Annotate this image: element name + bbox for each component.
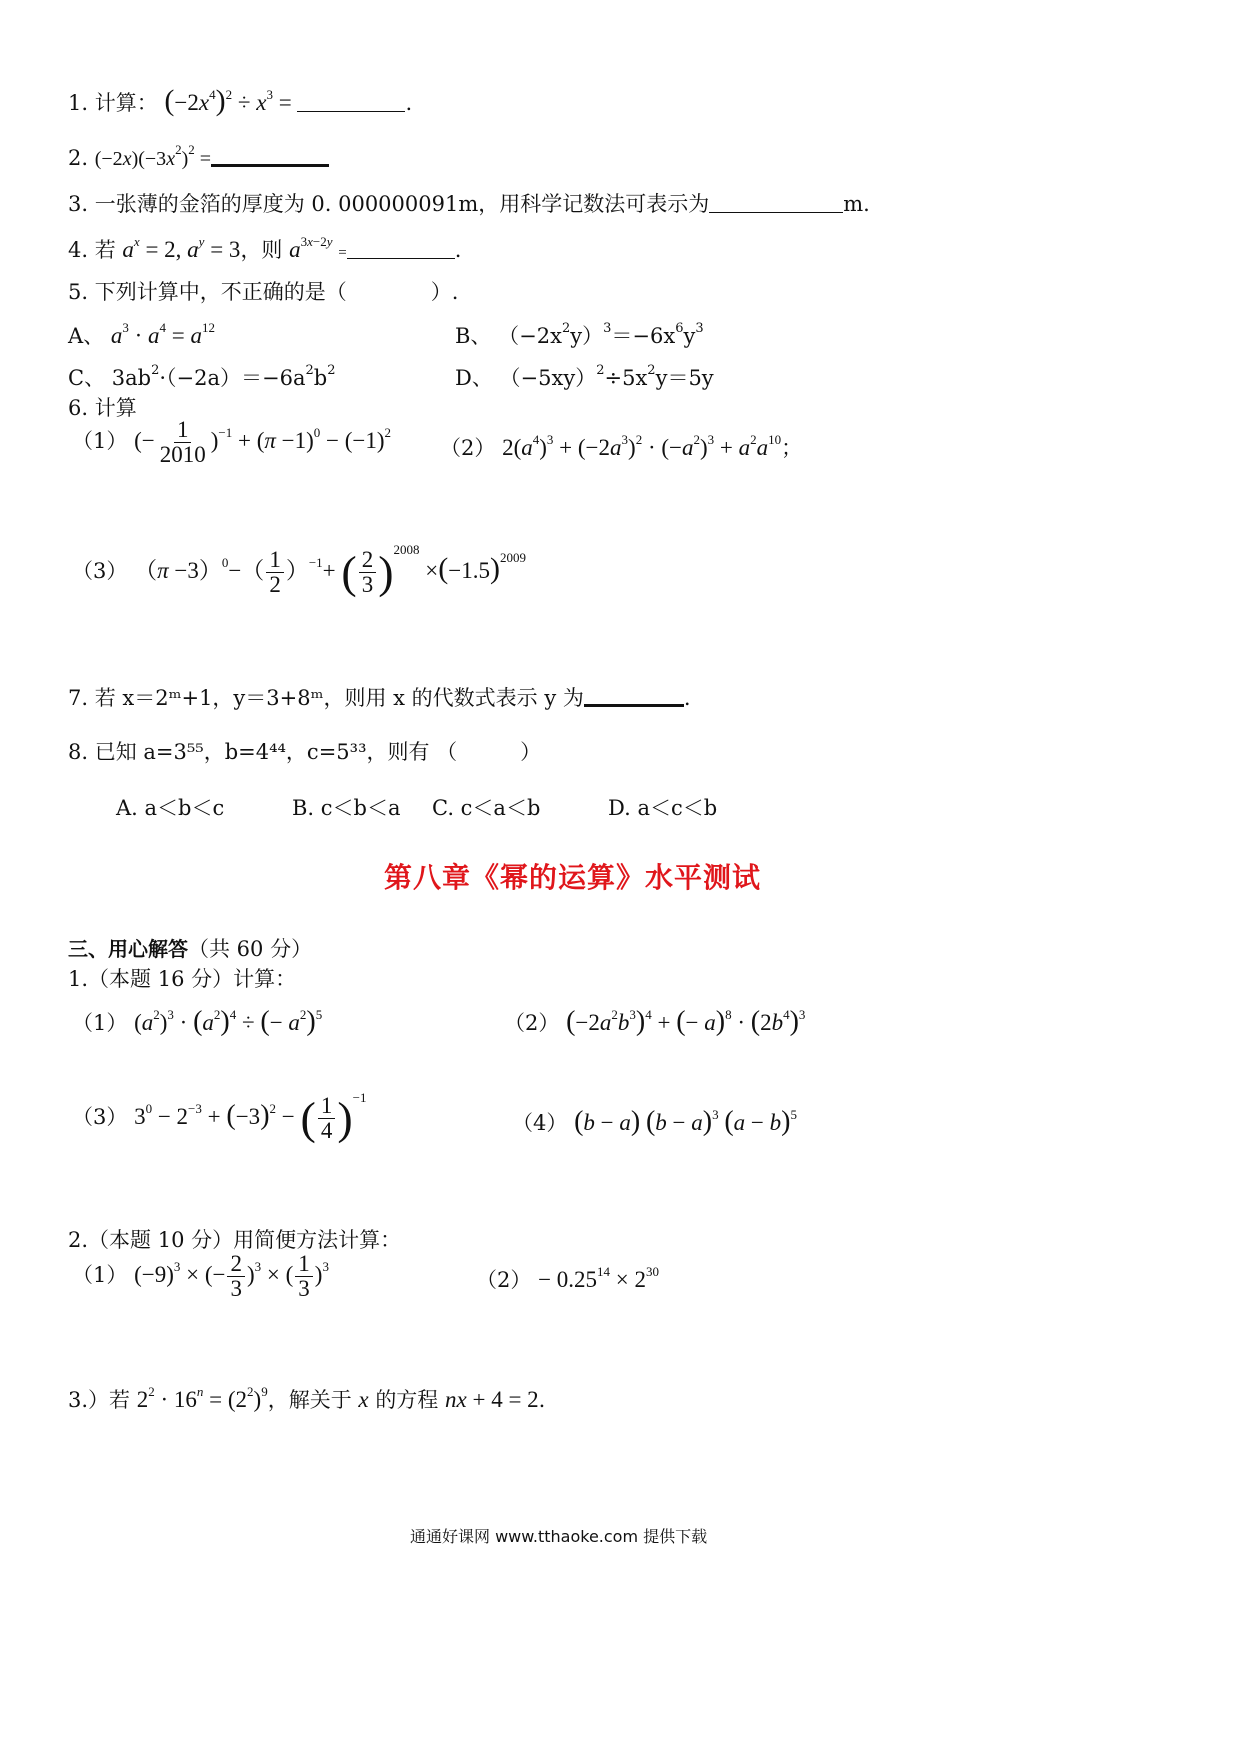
- q7-tail: .: [683, 686, 691, 710]
- chapter-title: 第八章《幂的运算》水平测试: [384, 861, 762, 894]
- section-heading-text: 三、用心解答: [68, 937, 188, 961]
- option-d-expression: $(-5xy)^2\div 5x^2y=5y$: [499, 363, 714, 390]
- s1-part-2: [504, 1006, 805, 1038]
- s3-question: [68, 1384, 545, 1414]
- option-c[interactable]: [68, 362, 336, 392]
- question-6-label: 6. 计算: [68, 396, 137, 420]
- q4-tail: .: [454, 238, 462, 262]
- q6-p3-label: （3）: [72, 558, 128, 583]
- q2-answer-blank[interactable]: [211, 164, 329, 167]
- q6-p2-tail: ；: [781, 436, 803, 460]
- option-c-expression: $3ab^2\cdot(-2a)=-6a^2b^2$: [111, 363, 336, 390]
- s2-p1-label: （1）: [72, 1262, 128, 1287]
- s1-p3-expression: $3^0 - 2^{-3} + (-3)^2$ − ( $\frac{1}{4}$ )$^{-1}$: [134, 1089, 367, 1144]
- question-3: [68, 188, 870, 218]
- q1-tail: .: [405, 91, 413, 115]
- q4-mid: ，则: [240, 238, 283, 262]
- q1-answer-blank[interactable]: [297, 111, 405, 112]
- q8-option-d[interactable]: D. a＜c＜b: [608, 796, 718, 820]
- question-4: [68, 234, 461, 264]
- s2-p2-expression: − $0.25^{14} \times 2^{30}$: [538, 1264, 660, 1292]
- option-a-label: A、: [68, 324, 105, 348]
- question-5: 5. 下列计算中，不正确的是（ ）.: [68, 280, 459, 304]
- s3-mid: ，解关于: [267, 1388, 352, 1412]
- s1-p2-expression: $(-2a^2b^3)^4$ + (− $a)^8 \cdot (2b^4)^3$: [566, 1006, 806, 1037]
- s1-part-3: [72, 1089, 367, 1144]
- option-b[interactable]: [455, 320, 704, 350]
- q2-label: 2.: [68, 146, 89, 170]
- s2-text: 2.（本题 10 分）用简便方法计算：: [68, 1228, 402, 1252]
- question-2: [68, 142, 329, 171]
- option-b-label: B、: [455, 324, 492, 348]
- s3-variable: x: [358, 1387, 369, 1412]
- question-8: 8. 已知 a=3⁵⁵，b=4⁴⁴，c=5³³，则有 （ ）: [68, 740, 542, 764]
- q7-text: 7. 若 x＝2ᵐ+1，y＝3+8ᵐ，则用 x 的代数式表示 y 为: [68, 686, 584, 710]
- section-heading: [68, 933, 312, 963]
- question-6-part-2: [440, 432, 802, 462]
- q7-answer-blank[interactable]: [584, 704, 684, 707]
- question-6-part-3: [72, 541, 527, 598]
- s1-p3-label: （3）: [72, 1104, 128, 1129]
- s3-equation: nx + 4 = 2: [445, 1387, 539, 1412]
- question-6-part-1: [72, 418, 391, 467]
- s3-prefix: 3.）若: [68, 1388, 131, 1412]
- s1-p1-label: （1）: [72, 1011, 128, 1035]
- s3-mid2: 的方程: [375, 1388, 439, 1412]
- q6-p1-label: （1）: [72, 428, 128, 453]
- s1-part-4: [512, 1106, 797, 1138]
- question-7: [68, 682, 691, 712]
- s3-tail: .: [538, 1388, 546, 1412]
- option-c-label: C、: [68, 366, 106, 390]
- s1-part-1: [72, 1006, 322, 1038]
- q8-option-a[interactable]: A. a＜b＜c: [116, 796, 225, 820]
- s3-condition: $2^2 \cdot 16^n = (2^2)^9$: [136, 1384, 268, 1412]
- s2-p1-expression: $(-9)^3$ × (− $\frac{2}{3}$ )$^3$ × ( $\frac{1}{3}$ )$^3$: [134, 1251, 329, 1302]
- s2-part-2: [476, 1264, 659, 1294]
- s1-p4-expression: (b − a) $(b - a)^3$ $(a - b)^5$: [574, 1106, 797, 1137]
- q4-label: 4. 若: [68, 238, 116, 262]
- q3-unit: m.: [843, 192, 870, 216]
- q6-p1-expression: (− $\frac{1}{2010}$ )$^{-1} + (\pi -1)^0 - (-1)^2$: [134, 417, 392, 468]
- s2-part-1: [72, 1252, 329, 1301]
- section-points: （共 60 分）: [188, 937, 313, 961]
- q4-expression: $a^{3x-2y}$ =: [289, 234, 347, 262]
- q6-p2-expression: $2(a^4)^3 + (-2a^3)^2 \cdot (-a^2)^3 + a^2a^{10}$: [502, 432, 782, 460]
- q4-answer-blank[interactable]: [347, 258, 455, 259]
- s1-p4-label: （4）: [512, 1111, 568, 1135]
- option-a[interactable]: [68, 320, 215, 350]
- footer-text: 通通好课网 www.tthaoke.com 提供下载: [410, 1527, 708, 1546]
- s1-p2-label: （2）: [504, 1011, 560, 1035]
- q4-condition: $a^x = 2$, $a^y = 3$: [122, 234, 241, 262]
- q6-year: 2010: [159, 442, 206, 468]
- s1-text: 1.（本题 16 分）计算：: [68, 967, 297, 991]
- s1-p1-expression: $(a^2)^3 \cdot (a^2)^4$ ÷ (− $a^2)^5$: [134, 1006, 323, 1037]
- question-1: [68, 84, 412, 118]
- q1-label: 1. 计算：: [68, 91, 158, 115]
- option-b-expression: $(-2x^2y)^3=-6x^6y^3$: [498, 321, 704, 348]
- q1-expression: $(-2x^4)^2 \div x^3$ =: [164, 84, 298, 117]
- option-d[interactable]: [455, 362, 714, 392]
- q6-p2-label: （2）: [440, 436, 496, 460]
- q2-expression: $(-2x)(-3x^2)^2$ =: [94, 142, 212, 170]
- q8-option-c[interactable]: C. c＜a＜b: [432, 796, 541, 820]
- q6-p3-expression: $(\pi -3)^0-$（ $\frac{1}{2}$ ）$^{-1}$+ ( $\frac{2}{3}$ )$^{2008} \times(-1.5)^{2009}$: [134, 541, 527, 598]
- s2-p2-label: （2）: [476, 1268, 532, 1292]
- q3-answer-blank[interactable]: [709, 212, 843, 213]
- q3-text: 3. 一张薄的金箔的厚度为 0. 000000091m，用科学记数法可表示为: [68, 192, 710, 216]
- q8-option-b[interactable]: B. c＜b＜a: [292, 796, 401, 820]
- option-a-expression: $a^3 \cdot a^4 = a^{12}$: [110, 320, 216, 348]
- option-d-label: D、: [455, 366, 493, 390]
